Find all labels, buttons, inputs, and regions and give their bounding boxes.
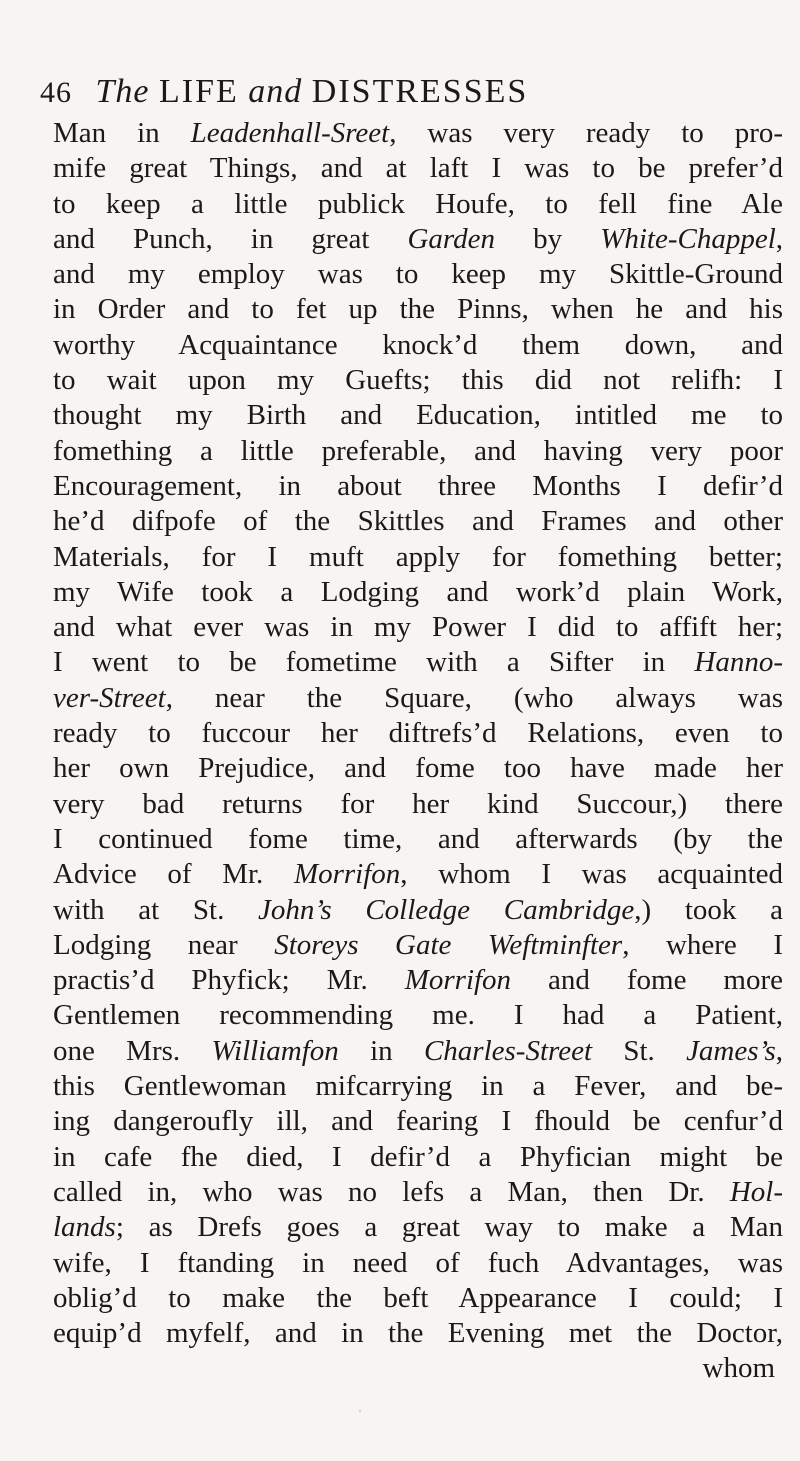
italic-segment: ver-Street	[53, 681, 166, 714]
text-segment: Lodging near	[53, 928, 275, 961]
italic-segment: Morrifon	[293, 858, 401, 891]
text-segment: , near the Square, (who always was	[165, 681, 783, 714]
text-line	[53, 1281, 783, 1316]
text-segment: I went to be fometime with a Sifter in	[53, 646, 695, 679]
text-segment: Encouragement, in about three Months I defir’d	[53, 469, 783, 502]
italic-segment: lands	[53, 1211, 116, 1244]
text-segment: and my employ was to keep my Skittle-Ground	[53, 258, 783, 291]
text-line	[53, 1246, 783, 1281]
italic-segment: White-Chappel	[600, 222, 776, 255]
text-line	[53, 998, 783, 1033]
text-line	[53, 1069, 783, 1104]
text-segment: very bad returns for her kind Succour,) there	[53, 787, 783, 820]
text-segment: Materials, for I muft apply for fomething better;	[53, 540, 783, 573]
text-line	[53, 610, 783, 645]
text-line	[53, 363, 783, 398]
text-segment: fomething a little preferable, and having very poor	[53, 434, 783, 467]
text-line	[53, 116, 783, 151]
text-segment: this Gentlewoman mifcarrying in a Fever, and be-	[53, 1070, 783, 1103]
text-segment: to wait upon my Guefts; this did not relifh: I	[53, 364, 783, 397]
text-line	[53, 575, 783, 610]
text-line	[53, 1104, 783, 1139]
text-line	[53, 681, 783, 716]
text-line	[53, 1034, 783, 1069]
italic-segment: John’s Colledge Cambridge	[258, 893, 635, 926]
text-line	[53, 928, 783, 963]
italic-segment: Hanno-	[694, 646, 783, 679]
text-line	[53, 434, 783, 469]
italic-segment: Charles-Street	[423, 1034, 593, 1067]
text-segment: her own Prejudice, and fome too have made her	[53, 752, 783, 785]
text-line	[53, 469, 783, 504]
italic-segment: Leadenhall-Sreet	[190, 117, 390, 149]
text-line	[53, 1175, 783, 1210]
text-line	[53, 328, 783, 363]
italic-segment: James’s	[686, 1034, 776, 1067]
text-segment: in Order and to fet up the Pinns, when he and his	[53, 293, 783, 326]
running-head-life: LIFE	[159, 73, 239, 110]
text-line	[53, 716, 783, 751]
text-line	[53, 963, 783, 998]
italic-segment: Morrifon	[404, 964, 512, 997]
text-segment: I continued fome time, and afterwards (by the	[53, 822, 783, 855]
text-segment: worthy Acquaintance knock’d them down, and	[53, 328, 783, 361]
text-segment: and fome more	[511, 964, 783, 997]
text-line	[53, 1210, 783, 1245]
text-line	[53, 222, 783, 257]
text-line	[53, 1140, 783, 1175]
text-line	[53, 893, 783, 928]
catchword: whom	[702, 1352, 775, 1385]
text-segment: called in, who was no lefs a Man, then Dr.	[53, 1175, 730, 1208]
text-segment: and what ever was in my Power I did to affift her;	[53, 611, 783, 644]
text-segment: with at St.	[53, 893, 259, 926]
text-segment: Gentlemen recommending me. I had a Patient,	[53, 999, 783, 1032]
text-segment: , where I	[622, 928, 783, 961]
text-line	[53, 151, 783, 186]
text-segment: mife great Things, and at laft I was to be prefer’d	[53, 152, 783, 185]
text-segment: he’d difpofe of the Skittles and Frames and other	[53, 505, 783, 538]
italic-segment: Williamfon	[211, 1034, 339, 1067]
text-segment: ready to fuccour her diftrefs’d Relations, even to	[53, 717, 783, 750]
text-segment: Advice of Mr.	[53, 858, 294, 891]
text-segment: by	[495, 222, 601, 255]
text-segment: one Mrs.	[53, 1034, 212, 1067]
text-segment: in cafe fhe died, I defir’d a Phyfician might be	[53, 1140, 783, 1173]
text-segment: ; as Drefs goes a great way to make a Man	[115, 1211, 783, 1244]
text-line	[53, 398, 783, 433]
running-head-and: and	[248, 73, 303, 110]
text-line	[53, 187, 783, 222]
text-segment: to keep a little publick Houfe, to fell fine Ale	[53, 187, 783, 220]
text-segment: equip’d myfelf, and in the Evening met the Doctor,	[53, 1317, 783, 1350]
text-line	[53, 292, 783, 327]
text-segment: , whom I was acquainted	[400, 858, 783, 891]
text-line	[53, 504, 783, 539]
text-segment: ,	[775, 1034, 783, 1067]
text-segment: St.	[592, 1034, 687, 1067]
text-segment: thought my Birth and Education, intitled me to	[53, 399, 783, 432]
text-segment: wife, I ftanding in need of fuch Advantages, was	[53, 1246, 783, 1279]
italic-segment: Storeys Gate Weftminfter	[274, 928, 623, 961]
italic-segment: Garden	[407, 222, 496, 255]
text-segment: ,	[775, 222, 783, 255]
text-line	[53, 1316, 783, 1351]
text-segment: ,) took a	[634, 893, 783, 926]
text-line	[53, 540, 783, 575]
text-segment: practis’d Phyfick; Mr.	[53, 964, 405, 997]
running-head-the: The	[95, 73, 150, 110]
text-segment: my Wife took a Lodging and work’d plain Work,	[53, 575, 783, 608]
text-line	[53, 822, 783, 857]
text-segment: , was very ready to pro-	[389, 117, 783, 149]
page-number: 46	[40, 76, 72, 109]
text-segment: oblig’d to make the beft Appearance I could; I	[53, 1281, 783, 1314]
text-line	[53, 257, 783, 292]
running-head	[40, 72, 780, 113]
text-segment: ing dangeroufly ill, and fearing I fhould be cenfur’d	[53, 1105, 783, 1138]
body-text	[53, 116, 783, 1387]
text-line	[53, 787, 783, 822]
text-line	[53, 751, 783, 786]
text-line	[53, 857, 783, 892]
text-segment: and Punch, in great	[53, 222, 408, 255]
page-blemish: ˈ	[357, 1406, 363, 1426]
text-segment: Man in	[53, 117, 191, 149]
text-segment: in	[338, 1034, 424, 1067]
running-head-distresses: DISTRESSES	[311, 73, 529, 110]
italic-segment: Hol-	[729, 1175, 783, 1208]
text-line	[53, 645, 783, 680]
